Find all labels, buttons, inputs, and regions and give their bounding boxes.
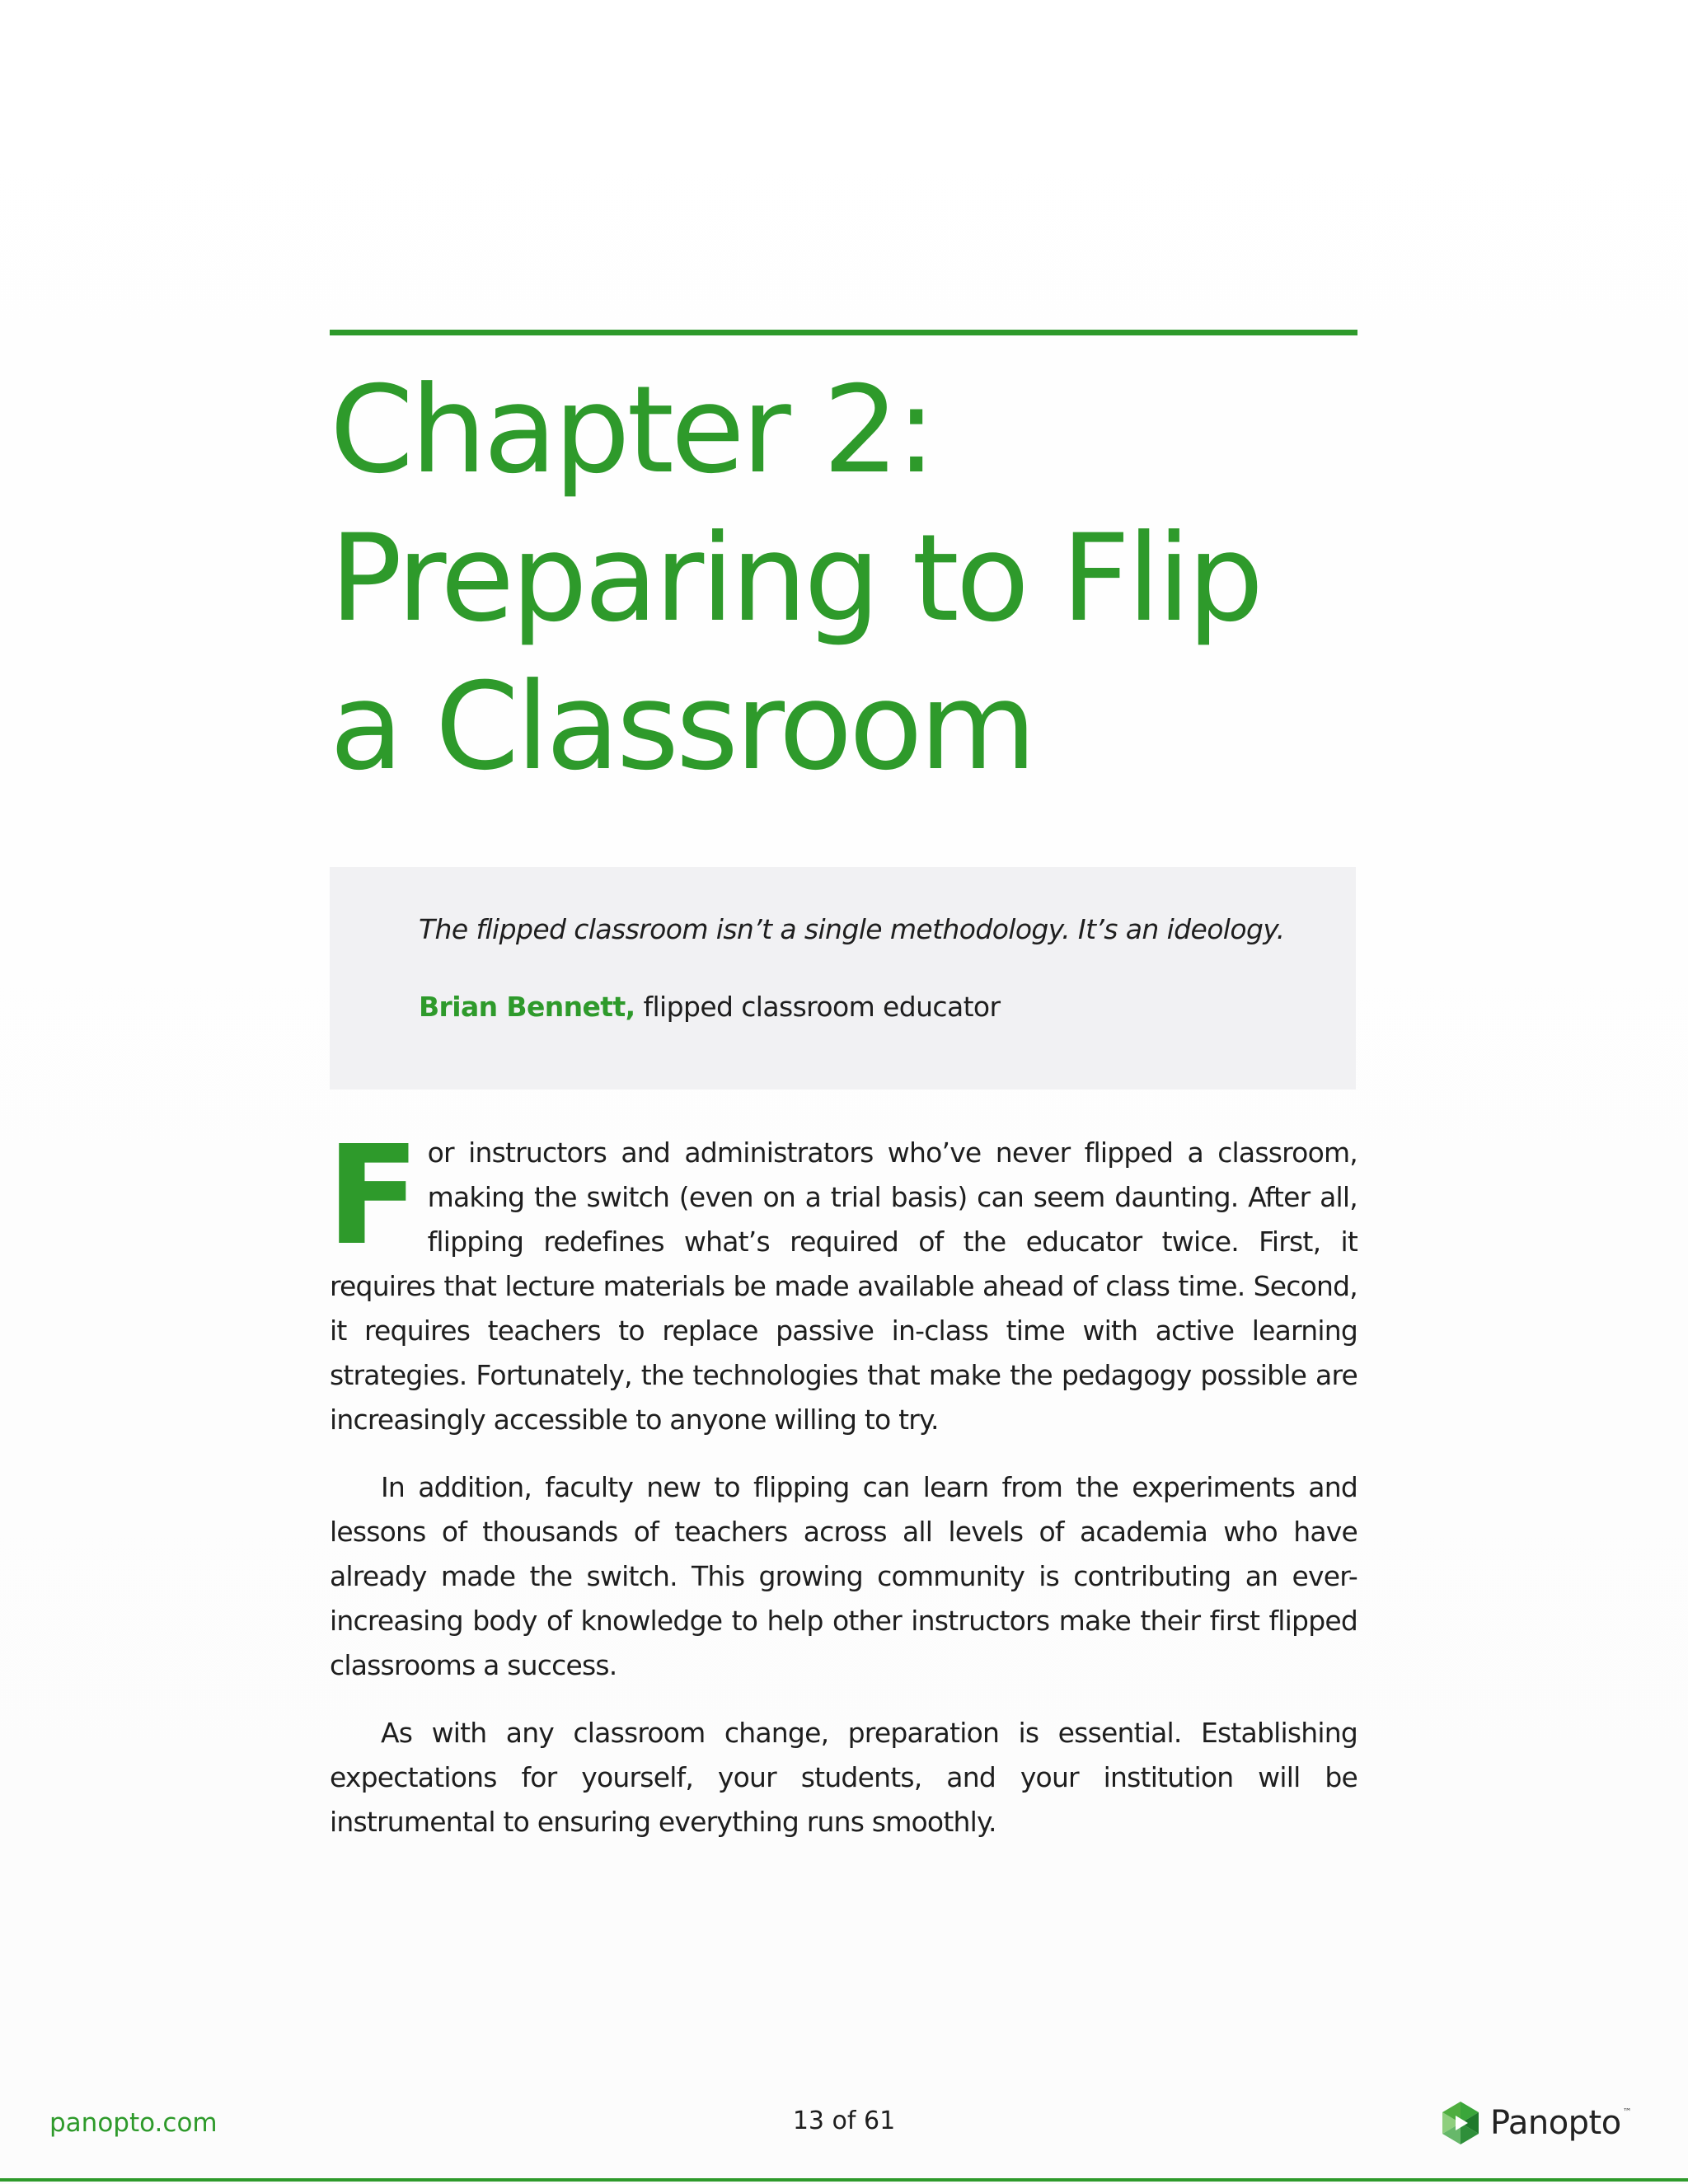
drop-cap: F: [326, 1117, 420, 1276]
footer-rule: [0, 2178, 1688, 2182]
chapter-title-line: Chapter 2:: [330, 360, 934, 500]
pull-quote-box: [330, 867, 1356, 1090]
quote-text: The flipped classroom isn’t a single methodology. It’s an ideology.: [419, 913, 1285, 945]
quote-author-role: flipped classroom educator: [635, 991, 1001, 1023]
footer-website-link[interactable]: panopto.com: [49, 2108, 218, 2138]
body-paragraph: [326, 1117, 1357, 1442]
logo-trademark: ™: [1622, 2107, 1632, 2117]
logo-text: Panopto: [1490, 2104, 1621, 2142]
chapter-title-line: a Classroom: [330, 657, 1034, 797]
panopto-logo-icon: [1437, 2100, 1484, 2146]
chapter-title: [330, 356, 1357, 801]
quote-attribution: [419, 991, 1000, 1023]
panopto-logo[interactable]: [1437, 2098, 1632, 2148]
body-paragraph: As with any classroom change, preparation is essential. Establishing expectations for yourself, your students, and your institution will be instrumental to ensuring everything runs smoothly.: [330, 1717, 1357, 1838]
body-text: [326, 1117, 1357, 1868]
paragraph-text: or instructors and administrators who’ve never flipped a classroom, making the switch (even on a trial basis) can seem daunting. After all, flipping redefines what’s required of the educator twice. First, it requires that lecture materials be made available ahead of class time. Second, it requires teachers to replace passive in-class time with active learning strategies. Fortunately, the technologies that make the pedagogy possible are increasingly accessible to anyone willing to try.: [330, 1137, 1357, 1436]
chapter-title-line: Preparing to Flip: [330, 509, 1261, 649]
quote-author: Brian Bennett,: [419, 991, 635, 1023]
page-number: 13 of 61: [792, 2107, 896, 2135]
title-rule: [330, 330, 1357, 335]
body-paragraph: In addition, faculty new to flipping can learn from the experiments and lessons of thousands of teachers across all levels of academia who have already made the switch. This growing community is contributing an ever-increasing body of knowledge to help other instructors make their first flipped classrooms a success.: [330, 1471, 1357, 1681]
